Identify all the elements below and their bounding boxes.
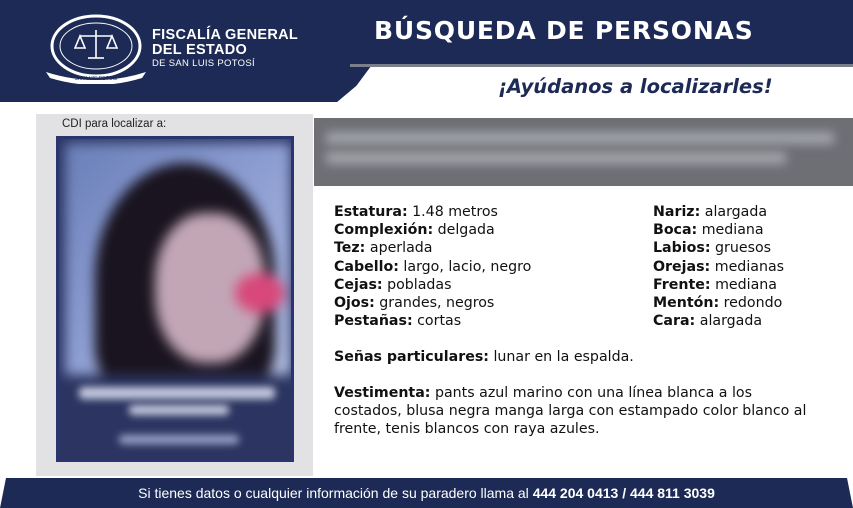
redacted-line-1 — [326, 132, 834, 144]
agency-line-3: DE SAN LUIS POTOSÍ — [152, 58, 255, 69]
blurred-name — [79, 387, 275, 399]
vestimenta-value: pants azul marino con una línea blanca a los costados, blusa negra manga larga con estampado color blanco al frente, tenis blancos con raya azules. — [334, 385, 807, 438]
attr-ojos: Ojos: grandes, negros — [334, 295, 495, 312]
attr-complexion: Complexión: delgada — [334, 222, 495, 239]
agency-line-1: FISCALÍA GENERAL — [152, 27, 299, 43]
blurred-name-2 — [129, 405, 229, 415]
page-title: BÚSQUEDA DE PERSONAS — [374, 16, 754, 45]
attr-orejas: Orejas: medianas — [653, 258, 785, 275]
attr-pestanas: Pestañas: cortas — [334, 313, 462, 330]
cdi-label: CDI para localizar a: — [62, 118, 167, 130]
attr-frente: Frente: mediana — [653, 276, 777, 293]
attr-cejas: Cejas: pobladas — [334, 276, 452, 293]
footer-contact — [0, 485, 853, 501]
attr-tez: Tez: aperlada — [334, 240, 433, 257]
svg-text:SAN LUIS POTOSÍ: SAN LUIS POTOSÍ — [74, 76, 118, 82]
agency-line-2: DEL ESTADO — [152, 42, 248, 58]
attr-menton: Mentón: redondo — [653, 295, 783, 312]
page-subtitle: ¡Ayúdanos a localizarles! — [498, 75, 773, 98]
person-photo — [56, 136, 294, 462]
attr-estatura: Estatura: 1.48 metros — [334, 204, 498, 220]
attr-cara: Cara: alargada — [653, 313, 763, 330]
redacted-line-2 — [326, 152, 786, 164]
attributes-right — [653, 203, 784, 330]
vestimenta — [334, 384, 814, 439]
attr-boca: Boca: mediana — [653, 222, 764, 239]
header-divider — [350, 64, 853, 67]
senas-particulares — [334, 348, 634, 366]
attributes-left — [334, 203, 531, 330]
attr-nariz: Nariz: alargada — [653, 204, 768, 220]
attr-cabello: Cabello: largo, lacio, negro — [334, 258, 532, 275]
agency-name — [152, 28, 298, 70]
senas-label: Señas particulares: — [334, 349, 489, 365]
senas-value: lunar en la espalda. — [488, 349, 634, 365]
blurred-portrait — [65, 143, 291, 375]
vestimenta-label: Vestimenta: — [334, 385, 431, 401]
attr-labios: Labios: gruesos — [653, 240, 772, 257]
blurred-age — [119, 435, 239, 444]
fiscalia-seal-logo — [44, 12, 148, 84]
footer-message: Si tienes datos o cualquier información de su paradero llama al — [138, 485, 533, 501]
footer-phones: 444 204 0413 / 444 811 3039 — [532, 485, 715, 501]
